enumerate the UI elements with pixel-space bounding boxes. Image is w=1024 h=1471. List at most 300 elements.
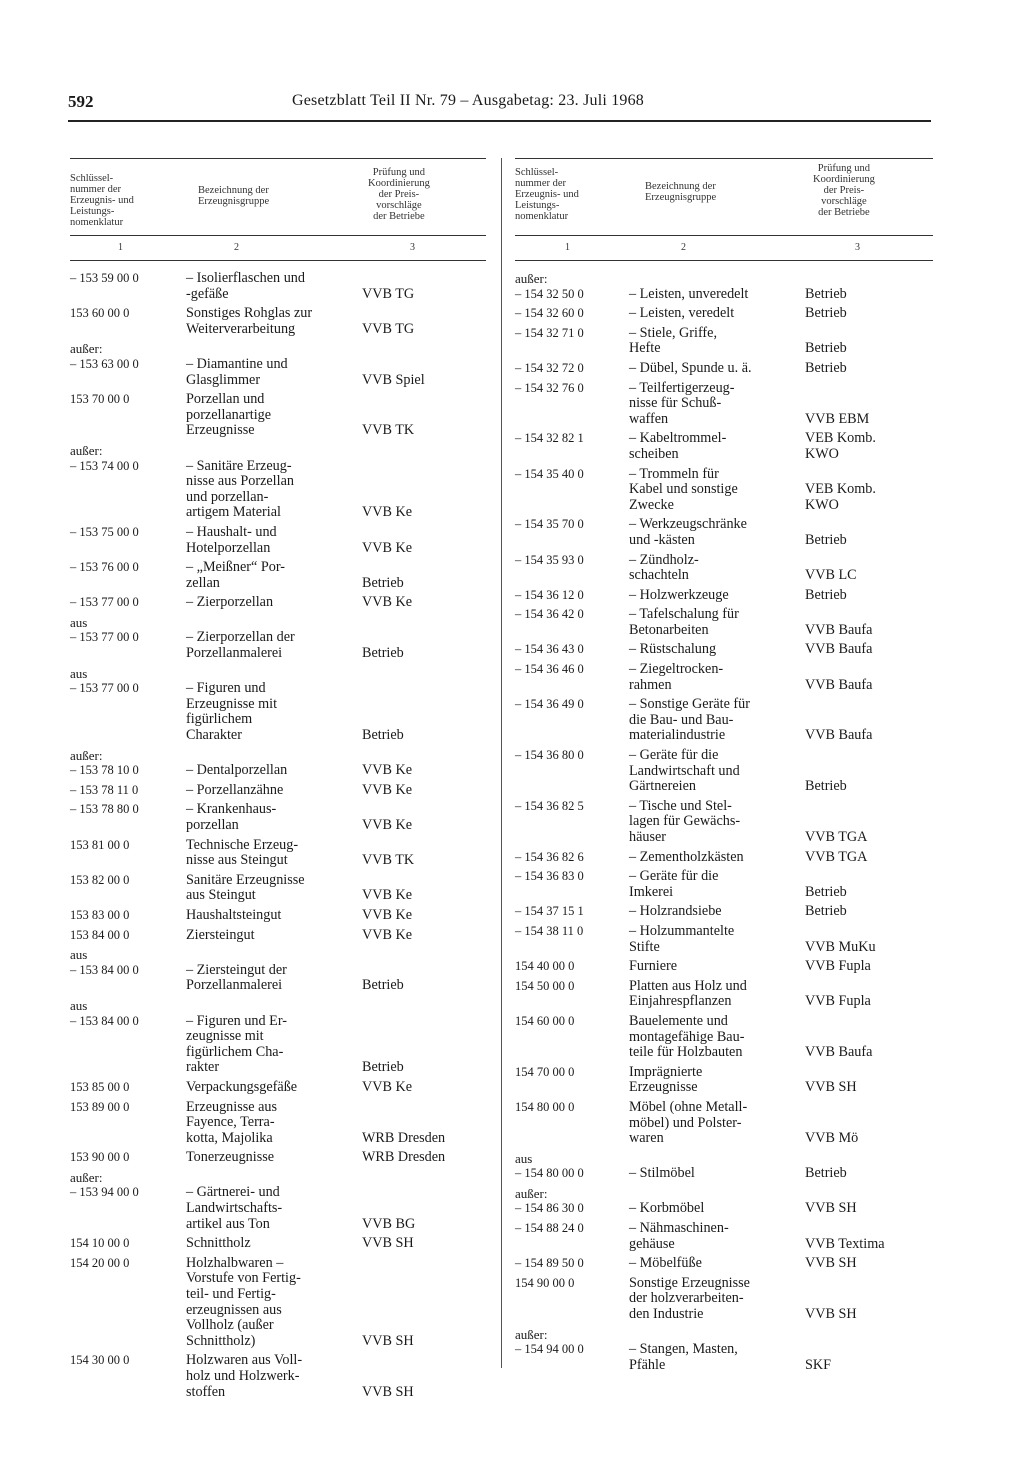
key-number-value: – 154 89 50 0 xyxy=(515,1256,584,1271)
product-group-name: Erzeugnisse aus Fayence, Terra- kotta, Majolika xyxy=(186,1098,278,1146)
product-group-name: Holzhalbwaren – Vorstufe von Fertig- teil- und Fertig- erzeugnissen aus Vollholz (außer Schnittholz) xyxy=(186,1254,301,1349)
table-row xyxy=(515,748,933,795)
key-number xyxy=(70,392,186,439)
product-group-name: – Holzwerkzeuge xyxy=(629,586,729,603)
responsible-body: Betrieb xyxy=(362,1059,404,1076)
key-number-value: – 153 94 00 0 xyxy=(70,1185,139,1200)
page-number: 592 xyxy=(68,92,94,111)
responsible-body: VVB Ke xyxy=(362,1078,413,1095)
header-price-review: Prüfung und Koordinierung der Preis- vorschläge der Betriebe xyxy=(368,167,430,222)
responsible-body: VVB SH xyxy=(805,1255,857,1272)
key-number xyxy=(515,1014,629,1061)
table-row xyxy=(515,1221,933,1252)
product-group-name: – Kabeltrommel- scheiben xyxy=(629,430,727,462)
table-row xyxy=(70,306,486,337)
table-row xyxy=(515,271,933,302)
column-number-2: 2 xyxy=(681,242,686,253)
product-group-name: – Holzummantelte Stifte xyxy=(629,922,735,955)
key-number xyxy=(70,525,186,556)
key-number xyxy=(515,748,629,795)
table-row xyxy=(515,642,933,658)
key-number-value: – 153 77 00 0 xyxy=(70,595,139,610)
key-number xyxy=(515,979,629,1010)
product-group-name: – Trommeln für Kabel und sonstige Zwecke xyxy=(629,465,738,513)
product-group-name: Bauelemente und montagefähige Bau- teile für Holzbauten xyxy=(629,1012,745,1061)
table-row xyxy=(70,1170,486,1232)
product-group-name: – „Meißner“ Por- zellan xyxy=(186,559,285,591)
key-number-value: – 154 36 83 0 xyxy=(515,869,584,884)
table-row xyxy=(515,959,933,975)
responsible-body: VVB Fupla xyxy=(805,993,871,1010)
key-number-value: 154 30 00 0 xyxy=(70,1353,130,1368)
table-row xyxy=(70,1080,486,1096)
exception-prefix: aus xyxy=(70,614,88,630)
key-number-value: – 154 35 70 0 xyxy=(515,517,584,532)
product-group-name: – Diamantine und Glasglimmer xyxy=(186,355,288,388)
header-rule xyxy=(68,120,931,122)
key-number-value: – 154 36 49 0 xyxy=(515,697,584,712)
product-group-name: – Ziersteingut der Porzellanmalerei xyxy=(186,961,287,994)
key-number xyxy=(70,748,186,779)
table-row xyxy=(515,553,933,584)
key-number xyxy=(70,306,186,337)
responsible-body: VVB Ke xyxy=(362,504,413,521)
product-group-name: – Figuren und Er- zeugnisse mit figürlichem Cha- rakter xyxy=(186,1012,287,1076)
table-row xyxy=(515,1186,933,1217)
responsible-body: VVB Baufa xyxy=(805,641,873,658)
product-group-name: – Möbelfüße xyxy=(629,1255,702,1272)
product-group-name: – Zündholz- schachteln xyxy=(629,551,699,584)
table-row xyxy=(515,361,933,377)
header-price-review: Prüfung und Koordinierung der Preis- vorschläge der Betriebe xyxy=(813,163,875,218)
key-number xyxy=(515,1186,629,1217)
key-number xyxy=(70,873,186,904)
table-row xyxy=(70,1236,486,1252)
responsible-body: Betrieb xyxy=(362,727,404,744)
column-number-2: 2 xyxy=(234,242,239,253)
key-number-value: – 154 32 76 0 xyxy=(515,380,584,395)
responsible-body: Betrieb xyxy=(805,903,847,920)
key-number xyxy=(515,1065,629,1096)
table-row xyxy=(515,904,933,920)
responsible-body: VVB BG xyxy=(362,1215,416,1232)
table-row xyxy=(515,979,933,1010)
product-group-name: – Gärtnerei- und Landwirtschafts- artikel aus Ton xyxy=(186,1184,283,1232)
key-number-value: – 154 94 00 0 xyxy=(515,1342,584,1357)
exception-prefix: aus xyxy=(70,665,88,681)
key-number xyxy=(70,1170,186,1232)
table-row xyxy=(70,595,486,611)
table-row xyxy=(70,1100,486,1147)
responsible-body: VVB Ke xyxy=(362,594,413,611)
key-number xyxy=(515,697,629,744)
responsible-body: VVB Baufa xyxy=(805,676,873,693)
responsible-body: VVB Ke xyxy=(362,781,413,798)
responsible-body: Betrieb xyxy=(805,340,847,357)
right-rows xyxy=(515,261,933,1373)
key-number-value: – 154 32 50 0 xyxy=(515,286,584,301)
header-group-name: Bezeichnung der Erzeugnisgruppe xyxy=(645,181,717,203)
table-row xyxy=(515,1014,933,1061)
product-group-name: – Zierporzellan der Porzellanmalerei xyxy=(186,629,295,662)
responsible-body: Betrieb xyxy=(805,1165,847,1182)
key-number xyxy=(70,271,186,302)
key-number xyxy=(70,1353,186,1400)
responsible-body: Betrieb xyxy=(362,574,404,591)
key-number xyxy=(70,615,186,662)
key-number xyxy=(515,607,629,638)
table-row xyxy=(70,443,486,521)
product-group-name: – Holzrandsiebe xyxy=(629,903,722,920)
product-group-name: Imprägnierte Erzeugnisse xyxy=(629,1063,703,1096)
responsible-body: Betrieb xyxy=(805,586,847,603)
key-number xyxy=(515,799,629,846)
responsible-body: VVB MuKu xyxy=(805,938,876,955)
table-row xyxy=(515,517,933,548)
responsible-body: VVB Spiel xyxy=(362,371,425,388)
product-group-name: – Ziegeltrocken- rahmen xyxy=(629,661,724,693)
table-row xyxy=(70,873,486,904)
key-number-value: – 153 76 00 0 xyxy=(70,560,139,575)
key-number xyxy=(70,1150,186,1166)
key-number xyxy=(70,838,186,869)
key-number-value: – 153 74 00 0 xyxy=(70,458,139,473)
responsible-body: VEB Komb. KWO xyxy=(805,481,876,513)
product-group-name: Sanitäre Erzeugnisse aus Steingut xyxy=(186,871,305,904)
key-number-value: – 154 36 42 0 xyxy=(515,607,584,622)
key-number xyxy=(515,553,629,584)
product-group-name: – Teilfertigerzeug- nisse für Schuß- waffen xyxy=(629,379,735,427)
table-row xyxy=(515,850,933,866)
responsible-body: VVB TGA xyxy=(805,848,868,865)
key-number-value: – 154 32 72 0 xyxy=(515,360,584,375)
key-number-value: 153 81 00 0 xyxy=(70,837,130,852)
key-number xyxy=(515,431,629,462)
table-row xyxy=(515,431,933,462)
key-number xyxy=(515,869,629,900)
key-number-value: – 154 36 12 0 xyxy=(515,587,584,602)
key-number xyxy=(70,783,186,799)
key-number-value: 154 10 00 0 xyxy=(70,1236,130,1251)
key-number xyxy=(515,326,629,357)
key-number xyxy=(515,959,629,975)
responsible-body: Betrieb xyxy=(805,778,847,795)
key-number xyxy=(515,1151,629,1182)
responsible-body: VVB TGA xyxy=(805,829,868,845)
key-number-value: – 153 63 00 0 xyxy=(70,356,139,371)
product-group-name: – Leisten, veredelt xyxy=(629,305,735,322)
responsible-body: VVB Ke xyxy=(362,817,413,833)
table-row xyxy=(70,947,486,994)
responsible-body: VVB EBM xyxy=(805,410,870,427)
key-number-value: – 154 35 40 0 xyxy=(515,466,584,481)
key-number-value: 153 60 00 0 xyxy=(70,306,130,321)
product-group-name: – Stangen, Masten, Pfähle xyxy=(629,1341,738,1373)
key-number xyxy=(515,271,629,302)
key-number-value: – 154 35 93 0 xyxy=(515,552,584,567)
key-number-value: 153 70 00 0 xyxy=(70,392,130,407)
key-number-value: 153 82 00 0 xyxy=(70,872,130,887)
key-number-value: – 154 36 46 0 xyxy=(515,662,584,677)
responsible-body: Betrieb xyxy=(805,305,847,322)
product-group-name: Ziersteingut xyxy=(186,926,255,943)
key-number xyxy=(70,802,186,833)
key-number-value: 153 90 00 0 xyxy=(70,1150,130,1165)
product-group-name: – Figuren und Erzeugnisse mit figürlichem Charakter xyxy=(186,680,278,744)
responsible-body: VVB SH xyxy=(805,1200,857,1217)
product-group-name: Technische Erzeug- nisse aus Steingut xyxy=(186,836,299,869)
product-group-name: – Zementholzkästen xyxy=(629,848,744,865)
table-row xyxy=(70,341,486,388)
table-row xyxy=(515,697,933,744)
table-header xyxy=(515,158,933,236)
exception-prefix: aus xyxy=(70,947,88,963)
key-number xyxy=(515,662,629,693)
table-row xyxy=(70,666,486,744)
exception-prefix: außer: xyxy=(515,1185,548,1201)
responsible-body: WRB Dresden xyxy=(362,1149,446,1166)
product-group-name: – Korbmöbel xyxy=(629,1200,705,1217)
table-row xyxy=(70,998,486,1076)
table-row xyxy=(70,271,486,302)
table-row xyxy=(515,467,933,514)
key-number-value: 154 70 00 0 xyxy=(515,1064,575,1079)
product-group-name: – Geräte für die Imkerei xyxy=(629,868,719,900)
product-group-name: – Leisten, unveredelt xyxy=(629,285,749,302)
table-row xyxy=(70,838,486,869)
responsible-body: VVB Baufa xyxy=(805,621,873,638)
responsible-body: Betrieb xyxy=(805,883,847,900)
table-row xyxy=(70,615,486,662)
key-number xyxy=(70,947,186,994)
product-group-name: – Tafelschalung für Betonarbeiten xyxy=(629,606,739,638)
key-number xyxy=(515,381,629,428)
key-number xyxy=(515,1256,629,1272)
key-number-value: – 154 32 82 1 xyxy=(515,431,584,446)
table-row xyxy=(70,908,486,924)
page-title: Gesetzblatt Teil II Nr. 79 – Ausgabetag: 23. Juli 1968 xyxy=(292,92,644,109)
column-number-1: 1 xyxy=(118,242,123,253)
product-group-name: – Geräte für die Landwirtschaft und Gärtnereien xyxy=(629,747,740,795)
product-group-name: – Nähmaschinen- gehäuse xyxy=(629,1220,729,1252)
key-number xyxy=(515,642,629,658)
product-group-name: Platten aus Holz und Einjahrespflanzen xyxy=(629,977,747,1010)
key-number xyxy=(70,908,186,924)
responsible-body: Betrieb xyxy=(805,531,847,548)
key-number-value: – 154 32 71 0 xyxy=(515,325,584,340)
table-row xyxy=(515,1151,933,1182)
key-number xyxy=(515,588,629,604)
key-number-value: 154 20 00 0 xyxy=(70,1255,130,1270)
key-number xyxy=(515,904,629,920)
key-number xyxy=(515,1221,629,1252)
key-number xyxy=(70,560,186,591)
key-number xyxy=(70,1080,186,1096)
responsible-body: VVB Ke xyxy=(362,887,413,904)
responsible-body: Betrieb xyxy=(362,645,404,662)
product-group-name: – Zierporzellan xyxy=(186,594,274,611)
responsible-body: VVB Baufa xyxy=(805,1044,873,1061)
key-number xyxy=(70,1100,186,1147)
product-group-name: – Stiele, Griffe, Hefte xyxy=(629,324,717,357)
product-group-name: – Sanitäre Erzeug- nisse aus Porzellan und porzellan- artigem Material xyxy=(186,457,294,521)
product-group-name: Sonstiges Rohglas zur Weiterverarbeitung xyxy=(186,305,313,337)
responsible-body: VVB TG xyxy=(362,285,415,302)
key-number xyxy=(70,1256,186,1350)
responsible-body: WRB Dresden xyxy=(362,1129,446,1146)
key-number-value: – 154 86 30 0 xyxy=(515,1201,584,1216)
responsible-body: VVB LC xyxy=(805,567,857,584)
key-number-value: 153 84 00 0 xyxy=(70,927,130,942)
table-row xyxy=(70,802,486,833)
table-row xyxy=(515,924,933,955)
responsible-body: Betrieb xyxy=(805,359,847,376)
product-group-name: Tonerzeugnisse xyxy=(186,1149,275,1166)
responsible-body: VVB Mö xyxy=(805,1130,859,1147)
column-numbers xyxy=(70,236,486,261)
product-group-name: – Dentalporzellan xyxy=(186,762,288,779)
responsible-body: VVB TK xyxy=(362,852,415,869)
table-row xyxy=(70,1150,486,1166)
responsible-body: VVB Ke xyxy=(362,906,413,923)
key-number xyxy=(515,467,629,514)
table-row xyxy=(515,1100,933,1147)
responsible-body: VVB TG xyxy=(362,320,415,337)
table-row xyxy=(70,525,486,556)
table-row xyxy=(70,783,486,799)
table-row xyxy=(70,748,486,779)
table-row xyxy=(70,560,486,591)
responsible-body: VVB Ke xyxy=(362,926,413,943)
responsible-body: VVB SH xyxy=(805,1306,857,1323)
key-number-value: 154 40 00 0 xyxy=(515,959,575,974)
key-number-value: – 153 78 11 0 xyxy=(70,782,139,797)
product-group-name: – Isolierflaschen und -gefäße xyxy=(186,270,305,302)
key-number-value: 154 80 00 0 xyxy=(515,1099,575,1114)
responsible-body: VVB TK xyxy=(362,422,415,439)
key-number-value: – 153 78 10 0 xyxy=(70,763,139,778)
column-number-1: 1 xyxy=(565,242,570,253)
header-key-number: Schlüssel- nummer der Erzeugnis- und Leistungs- nomenklatur xyxy=(515,167,579,222)
table-row xyxy=(515,588,933,604)
exception-prefix: außer: xyxy=(515,271,548,286)
key-number-value: – 153 59 00 0 xyxy=(70,271,139,285)
responsible-body: Betrieb xyxy=(805,285,847,302)
key-number-value: 153 83 00 0 xyxy=(70,907,130,922)
product-group-name: – Rüstschalung xyxy=(629,641,717,658)
product-group-name: Holzwaren aus Voll- holz und Holzwerk- stoffen xyxy=(186,1352,303,1400)
column-number-3: 3 xyxy=(410,242,415,253)
product-group-name: – Tische und Stel- lagen für Gewächs- häuser xyxy=(629,797,741,845)
key-number xyxy=(515,1276,629,1323)
table-row xyxy=(515,869,933,900)
key-number-value: – 154 36 43 0 xyxy=(515,642,584,657)
right-table xyxy=(515,158,933,1377)
key-number-value: – 154 36 82 5 xyxy=(515,798,584,813)
product-group-name: – Sonstige Geräte für die Bau- und Bau- materialindustrie xyxy=(629,696,750,744)
key-number xyxy=(70,341,186,388)
table-row xyxy=(515,306,933,322)
header-key-number: Schlüssel- nummer der Erzeugnis- und Leistungs- nomenklatur xyxy=(70,173,134,228)
key-number-value: 154 50 00 0 xyxy=(515,978,575,993)
table-row xyxy=(515,1065,933,1096)
exception-prefix: außer: xyxy=(70,341,103,357)
table-row xyxy=(70,1353,486,1400)
key-number xyxy=(70,443,186,521)
key-number xyxy=(70,928,186,944)
table-row xyxy=(70,392,486,439)
responsible-body: VVB Textima xyxy=(805,1235,885,1252)
key-number-value: – 153 77 00 0 xyxy=(70,630,139,645)
key-number-value: 154 60 00 0 xyxy=(515,1013,575,1028)
key-number xyxy=(515,306,629,322)
exception-prefix: außer: xyxy=(70,442,103,458)
table-row xyxy=(515,799,933,846)
responsible-body: VVB SH xyxy=(362,1383,414,1400)
table-row xyxy=(70,1256,486,1350)
table-header xyxy=(70,158,486,236)
key-number-value: 153 85 00 0 xyxy=(70,1079,130,1094)
responsible-body: VVB Baufa xyxy=(805,727,873,744)
table-row xyxy=(515,1276,933,1323)
key-number xyxy=(70,998,186,1076)
table-row xyxy=(70,928,486,944)
key-number xyxy=(515,361,629,377)
product-group-name: Furniere xyxy=(629,958,678,975)
key-number-value: – 154 36 80 0 xyxy=(515,748,584,763)
responsible-body: VVB SH xyxy=(805,1079,857,1096)
table-row xyxy=(515,326,933,357)
exception-prefix: außer: xyxy=(70,1169,103,1185)
responsible-body: VVB Ke xyxy=(362,539,413,556)
key-number xyxy=(70,1236,186,1252)
product-group-name: Haushaltsteingut xyxy=(186,906,282,923)
product-group-name: Sonstige Erzeugnisse der holzverarbeiten- den Industrie xyxy=(629,1274,750,1323)
product-group-name: Verpackungsgefäße xyxy=(186,1078,298,1095)
key-number-value: – 154 80 00 0 xyxy=(515,1166,584,1181)
product-group-name: – Porzellanzähne xyxy=(186,781,284,798)
table-row xyxy=(515,381,933,428)
exception-prefix: aus xyxy=(70,997,88,1013)
product-group-name: – Werkzeugschränke und -kästen xyxy=(629,516,747,548)
product-group-name: Schnittholz xyxy=(186,1235,251,1252)
key-number-value: – 154 38 11 0 xyxy=(515,923,584,938)
key-number xyxy=(515,1100,629,1147)
table-row xyxy=(515,662,933,693)
exception-prefix: außer: xyxy=(70,747,103,763)
product-group-name: – Krankenhaus- porzellan xyxy=(186,801,277,833)
column-numbers xyxy=(515,236,933,261)
key-number xyxy=(515,517,629,548)
product-group-name: – Stilmöbel xyxy=(629,1165,695,1182)
key-number xyxy=(515,1327,629,1374)
product-group-name: – Dübel, Spunde u. ä. xyxy=(629,359,752,376)
responsible-body: SKF xyxy=(805,1356,832,1373)
key-number-value: – 153 75 00 0 xyxy=(70,524,139,539)
key-number xyxy=(70,666,186,744)
exception-prefix: aus xyxy=(515,1150,533,1166)
responsible-body: VVB Ke xyxy=(362,762,413,779)
responsible-body: VVB SH xyxy=(362,1332,414,1349)
responsible-body: VVB SH xyxy=(362,1235,414,1252)
key-number-value: – 153 84 00 0 xyxy=(70,962,139,977)
key-number-value: – 153 78 80 0 xyxy=(70,802,139,817)
key-number-value: – 154 37 15 1 xyxy=(515,904,584,919)
column-divider xyxy=(501,158,502,1368)
key-number xyxy=(70,595,186,611)
left-table xyxy=(70,158,486,1404)
table-row xyxy=(515,1327,933,1374)
